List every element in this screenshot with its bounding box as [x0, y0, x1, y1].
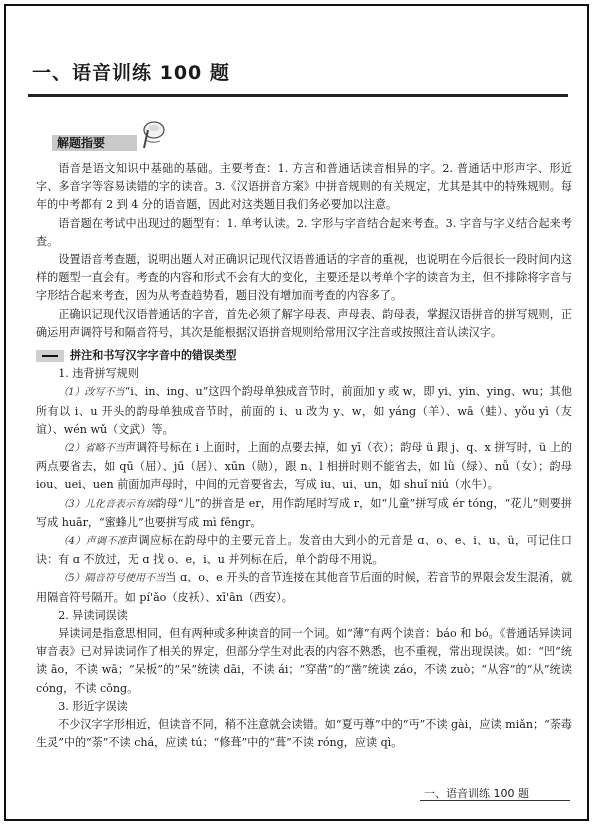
page-footer: 一、语音训练 100 题 [424, 787, 529, 800]
rule-label: （3）儿化音表示有误 [58, 498, 156, 510]
section-marker [36, 350, 64, 362]
rule-text: “i、in、ing、u”这四个韵母单独成音节时，前面加 y 或 w，即 yi、yin、ying、wu；其他所有以 i、u 开头的韵母单独成音节时，前面的 i、u 改为 y、w，如 yáng（羊）、wā（蛙）、yǒu yì（友谊）、wén wǔ（文武）等。 [36, 385, 572, 436]
paragraph: 设置语音考查题，说明出题人对正确识记现代汉语普通话的字音的重视，也说明在今后很长一段时间内这样的题型一直会有。考查的内容和形式不会有大的变化，主要还是以考单个字的读音为主，但不排除将字音与字形结合起来考查，因为从考查趋势看，题目没有增加而考查的内容多了。 [36, 253, 572, 303]
rule-item [36, 495, 572, 532]
section-title: 拼注和书写汉字字音中的错误类型 [70, 349, 237, 363]
subheading: 1. 违背拼写规则 [58, 367, 139, 381]
rule-item [36, 383, 572, 439]
article-body [36, 160, 572, 753]
rule-label: （4）声调不准 [58, 536, 128, 548]
rule-label: （2）省略不当 [58, 443, 125, 455]
paragraph: 不少汉字字形相近，但读音不同，稍不注意就会读错。如“夏丏尊”中的“丏”不读 gài，应读 miǎn；“荼毒生灵”中的“荼”不读 chá，应读 tú；“修葺”中的“葺”不读 róng，应读 qì。 [36, 718, 572, 750]
rule-text: 韵母“儿”的拼音是 er，用作韵尾时写成 r，如“儿童”拼写成 ér tóng，“花儿”则要拼写成 huār，“蜜蜂儿”也要拼写成 mì fēngr。 [36, 496, 572, 529]
title-divider [28, 94, 568, 97]
rule-item [36, 569, 572, 606]
paragraph: 语音是语文知识中基础的基础。主要考查：1. 方言和普通话读音相异的字。2. 普通话中形声字、形近字、多音字等容易读错的字的读音。3.《汉语拼音方案》中拼音规则的有关规定，尤其是其中的特殊规则。每年的中考都有 2 到 4 分的语音题，因此对这类题目我们务必要加以注意。 [36, 162, 572, 212]
paragraph: 正确识记现代汉语普通话的字音，首先必须了解字母表、声母表、韵母表，掌握汉语拼音的拼写规则，正确运用声调符号和隔音符号，其次是能根据汉语拼音规则给常用汉字注音或按照注音认读汉字。 [36, 307, 572, 339]
subheading: 3. 形近字误读 [58, 699, 128, 713]
pushpin-icon [136, 118, 168, 154]
paragraph: 异读词是指意思相同，但有两种或多种读音的同一个词。如“薄”有两个读音：báo 和 bó。《普通话异读词审音表》已对异读词作了相关的界定，但部分学生对此表的内容不熟悉，也不重视，常出现误读。如：“凹”统读 āo，不读 wā；“呆板”的“呆”统读 dāi，不读 ái；“穿凿”的“凿”统读 záo，不读 zuò；“从容”的“从”统读 cóng，不读 cōng。 [36, 627, 572, 695]
subheading: 2. 异读词误读 [58, 608, 128, 622]
rule-label: （1）改写不当 [58, 387, 125, 399]
rule-text: 当 ɑ、o、e 开头的音节连接在其他音节后面的时候，若音节的界限会发生混淆，就用隔音符号隔开。如 pí'ǎo（皮袄）、xī'ān（西安）。 [36, 571, 572, 604]
page-title: 一、语音训练 100 题 [32, 62, 230, 84]
rule-item [36, 532, 572, 569]
paragraph: 语音题在考试中出现过的题型有：1. 单考认读。2. 字形与字音结合起来考查。3. 字音与字义结合起来考查。 [36, 216, 572, 248]
rule-text: 声调应标在韵母中的主要元音上。发音由大到小的元音是 ɑ、o、e、i、u、ü，可记住口诀：有 ɑ 不放过，无 ɑ 找 o、e，i、u 并列标在后，单个韵母不用说。 [36, 534, 572, 567]
rule-label: （5）隔音符号使用不当 [58, 573, 166, 585]
section-heading [36, 347, 572, 365]
footer-divider [420, 800, 570, 801]
rule-item [36, 439, 572, 495]
tip-label: 解题指要 [57, 136, 106, 150]
rule-text: 声调符号标在 i 上面时，上面的点要去掉，如 yī（衣）；韵母 ü 跟 j、q、x 拼写时，ü 上的两点要省去，如 qū（屈）、jū（居）、xūn（勋），跟 n、l 相拼时则不能省去，如 lǜ（绿）、nǚ（女）；韵母 iou、uei、uen 前面加声母时，中间的元音要省去，写成 iu、ui、un，如 shuǐ niú（水牛）。 [36, 441, 572, 492]
